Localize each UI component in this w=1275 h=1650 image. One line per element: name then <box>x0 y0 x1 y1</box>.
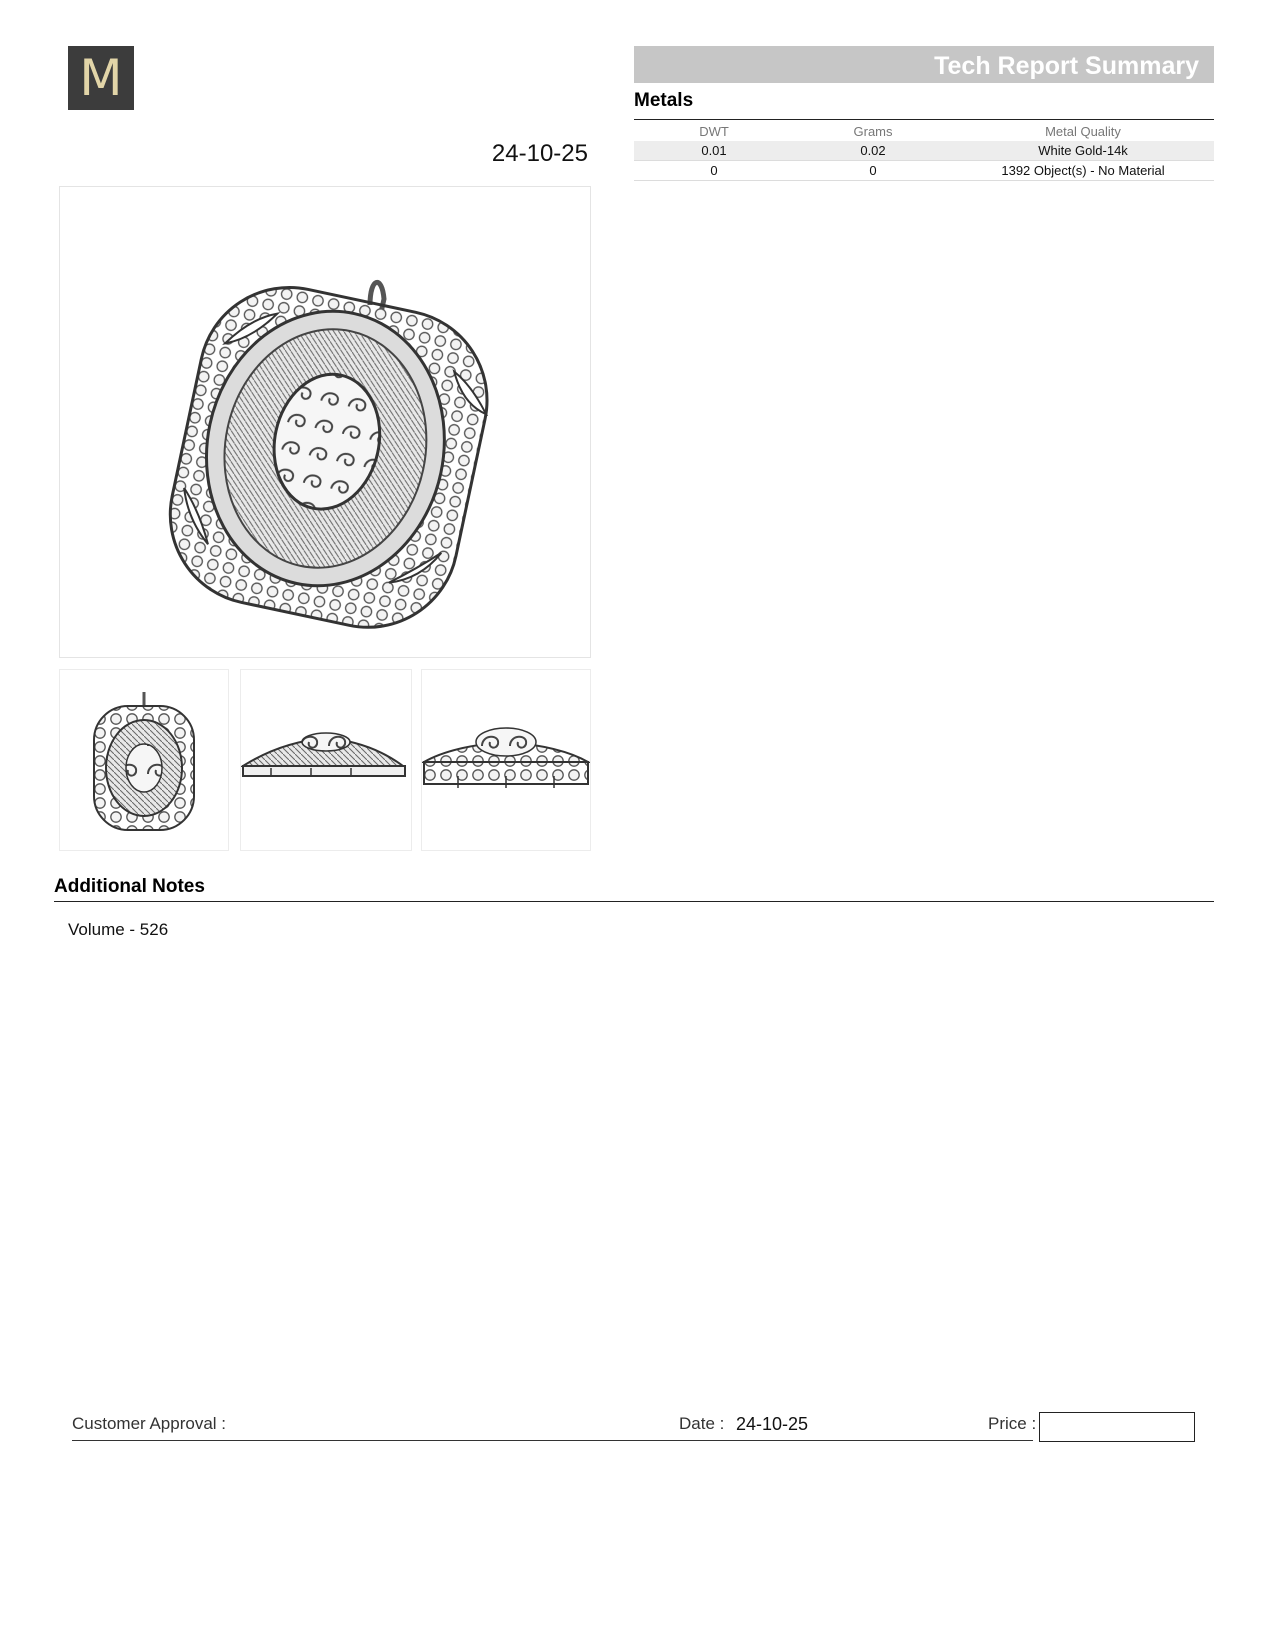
cell-dwt: 0.01 <box>634 141 794 161</box>
pendant-front-render <box>59 669 229 851</box>
metals-header-row <box>634 121 1214 141</box>
document-date: 24-10-25 <box>491 140 588 167</box>
notes-divider <box>54 901 1214 902</box>
metals-heading: Metals <box>634 90 694 111</box>
signature-line[interactable] <box>72 1440 1033 1441</box>
approval-date-label: Date : <box>679 1414 725 1433</box>
column-header-metal-quality: Metal Quality <box>1045 123 1121 139</box>
report-title-banner: Tech Report Summary <box>634 46 1214 83</box>
pendant-top-image <box>422 670 590 850</box>
cell-grams: 0 <box>794 161 952 181</box>
pendant-top-render <box>421 669 591 851</box>
m-logo-icon <box>68 46 134 110</box>
pendant-side-render <box>240 669 412 851</box>
metals-divider <box>634 119 1214 120</box>
price-label: Price : <box>988 1414 1037 1433</box>
pendant-side-image <box>241 670 411 850</box>
customer-approval-label: Customer Approval : <box>72 1414 227 1433</box>
cell-metal-quality: 1392 Object(s) - No Material <box>952 161 1214 181</box>
column-header-grams: Grams <box>853 123 893 139</box>
table-row <box>634 161 1214 181</box>
approval-date-value: 24-10-25 <box>736 1414 809 1434</box>
table-row <box>634 141 1214 161</box>
pendant-main-image <box>60 187 590 657</box>
additional-notes-heading: Additional Notes <box>54 876 205 897</box>
pendant-front-image <box>60 670 228 850</box>
price-field[interactable] <box>1039 1412 1195 1442</box>
notes-text: Volume - 526 <box>68 920 169 939</box>
metals-table <box>634 121 1214 181</box>
column-header-dwt: DWT <box>699 123 729 139</box>
logo-letter: M <box>79 49 123 107</box>
cell-grams: 0.02 <box>794 141 952 161</box>
cell-dwt: 0 <box>634 161 794 181</box>
cell-metal-quality: White Gold-14k <box>952 141 1214 161</box>
pendant-perspective-render <box>59 186 591 658</box>
